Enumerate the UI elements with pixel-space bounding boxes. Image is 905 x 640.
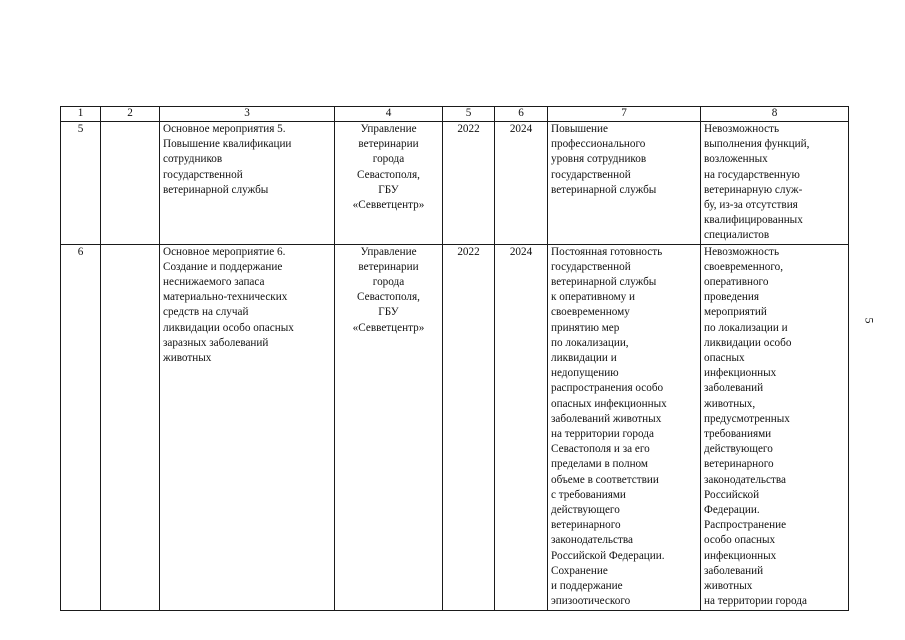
column-number: 3 [160,107,335,122]
cell-text-line: опасных [704,352,745,365]
cell-text-line: государственной [551,260,631,273]
cell-text-line: проведения [704,291,759,304]
cell-text-line: Управление [360,245,417,258]
cell-text-line: Распространение [704,519,787,532]
cell-text-line: ликвидации особо опасных [163,321,294,334]
cell-text-line: действующего [704,443,773,456]
empty-cell [101,244,160,610]
cell-text-line: ветеринарии [358,138,419,151]
cell-text-line: по локализации и [704,321,788,334]
cell-text-line: заболеваний животных [551,412,662,425]
cell-text-line: «Севветцентр» [352,321,425,334]
cell-text-line: распространения особо [551,382,664,395]
cell-text-line: Севастополя и за его [551,443,650,456]
cell-text-line: Федерации. [704,504,760,517]
table-row [61,244,849,610]
cell-text-line: ветеринарии [358,260,419,273]
cell-text-line: неснижаемого запаса [163,276,265,289]
cell-text-line: к оперативному и [551,291,636,304]
cell-text-line: Российской [704,488,760,501]
cell-text-line: заболеваний [704,382,764,395]
cell-text-line: принятию мер [551,321,620,334]
expected-result-cell [548,244,701,610]
cell-text-line: Невозможность [704,123,780,135]
row-number: 6 [61,244,101,610]
cell-text-line: профессионального [551,138,646,151]
cell-text-line: на территории города [704,595,807,608]
end-year-cell: 2024 [495,122,548,245]
event-cell [160,244,335,610]
cell-text-line: особо опасных [704,534,776,547]
row-number: 5 [61,122,101,245]
column-number: 2 [101,107,160,122]
column-number: 7 [548,107,701,122]
cell-text-line: Севастополя, [357,168,420,181]
cell-text-line: возложенных [704,153,768,166]
cell-text-line: эпизоотического [551,595,631,608]
cell-text-line: заболеваний [704,564,764,577]
column-number: 4 [335,107,443,122]
measures-table [60,106,849,611]
consequences-cell [701,244,849,610]
cell-text-line: по локализации, [551,336,629,349]
cell-text-line: своевременного, [704,260,784,273]
cell-text-line: Постоянная готовность [551,245,663,258]
cell-text-line: Основное мероприятия 5. [163,123,286,135]
cell-text-line: города [372,276,405,289]
cell-text-line: ветеринарной службы [551,276,657,289]
cell-text-line: уровня сотрудников [551,153,647,166]
cell-text-line: Российской Федерации. [551,549,665,562]
cell-text-line: инфекционных [704,367,777,380]
column-number-row [61,107,849,122]
cell-text-line: объеме в соответствии [551,473,659,486]
cell-text-line: Севастополя, [357,291,420,304]
cell-text-line: животных, [704,397,756,410]
cell-text-line: пределами в полном [551,458,649,471]
cell-text-line: ветеринарной службы [551,183,657,196]
cell-text-line: Повышение квалификации [163,138,292,151]
expected-result-cell [548,122,701,245]
cell-text-line: «Севветцентр» [352,199,425,212]
cell-text-line: ветеринарной службы [163,183,269,196]
page-number: 5 [862,317,877,324]
cell-text-line: на государственную [704,168,800,181]
cell-text-line: ГБУ [378,306,399,319]
event-cell [160,122,335,245]
cell-text-line: Создание и поддержание [163,260,283,273]
executor-cell [335,122,443,245]
cell-text-line: животных [163,352,212,365]
cell-text-line: опасных инфекционных [551,397,667,410]
table-row [61,122,849,245]
cell-text-line: животных [704,580,753,593]
end-year-cell: 2024 [495,244,548,610]
cell-text-line: сотрудников [163,153,223,166]
empty-cell [101,122,160,245]
cell-text-line: бу, из-за отсутствия [704,199,798,212]
cell-text-line: ветеринарного [704,458,774,471]
cell-text-line: средств на случай [163,306,249,319]
cell-text-line: предусмотренных [704,412,790,425]
cell-text-line: материально-технических [163,291,288,304]
start-year-cell: 2022 [443,244,495,610]
cell-text-line: Сохранение [551,564,608,577]
column-number: 6 [495,107,548,122]
start-year-cell: 2022 [443,122,495,245]
column-number: 8 [701,107,849,122]
cell-text-line: Управление [360,123,417,135]
cell-text-line: законодательства [551,534,633,547]
cell-text-line: с требованиями [551,488,626,501]
consequences-cell [701,122,849,245]
cell-text-line: мероприятий [704,306,767,319]
cell-text-line: и поддержание [551,580,623,593]
cell-text-line: оперативного [704,276,769,289]
cell-text-line: ветеринарного [551,519,621,532]
column-number: 5 [443,107,495,122]
cell-text-line: инфекционных [704,549,777,562]
cell-text-line: заразных заболеваний [163,336,269,349]
cell-text-line: ГБУ [378,183,399,196]
cell-text-line: государственной [163,168,243,181]
cell-text-line: ликвидации и [551,352,617,365]
cell-text-line: ликвидации особо [704,336,792,349]
cell-text-line: действующего [551,504,620,517]
cell-text-line: специалистов [704,229,770,242]
cell-text-line: Повышение [551,123,608,135]
cell-text-line: своевременному [551,306,630,319]
cell-text-line: города [372,153,405,166]
cell-text-line: требованиями [704,428,772,441]
cell-text-line: Основное мероприятие 6. [163,245,286,258]
cell-text-line: квалифицированных [704,214,803,227]
column-number: 1 [61,107,101,122]
cell-text-line: законодательства [704,473,786,486]
cell-text-line: недопущению [551,367,619,380]
cell-text-line: государственной [551,168,631,181]
cell-text-line: Невозможность [704,245,780,258]
cell-text-line: выполнения функций, [704,138,810,151]
cell-text-line: на территории города [551,428,654,441]
executor-cell [335,244,443,610]
cell-text-line: ветеринарную служ- [704,183,803,196]
